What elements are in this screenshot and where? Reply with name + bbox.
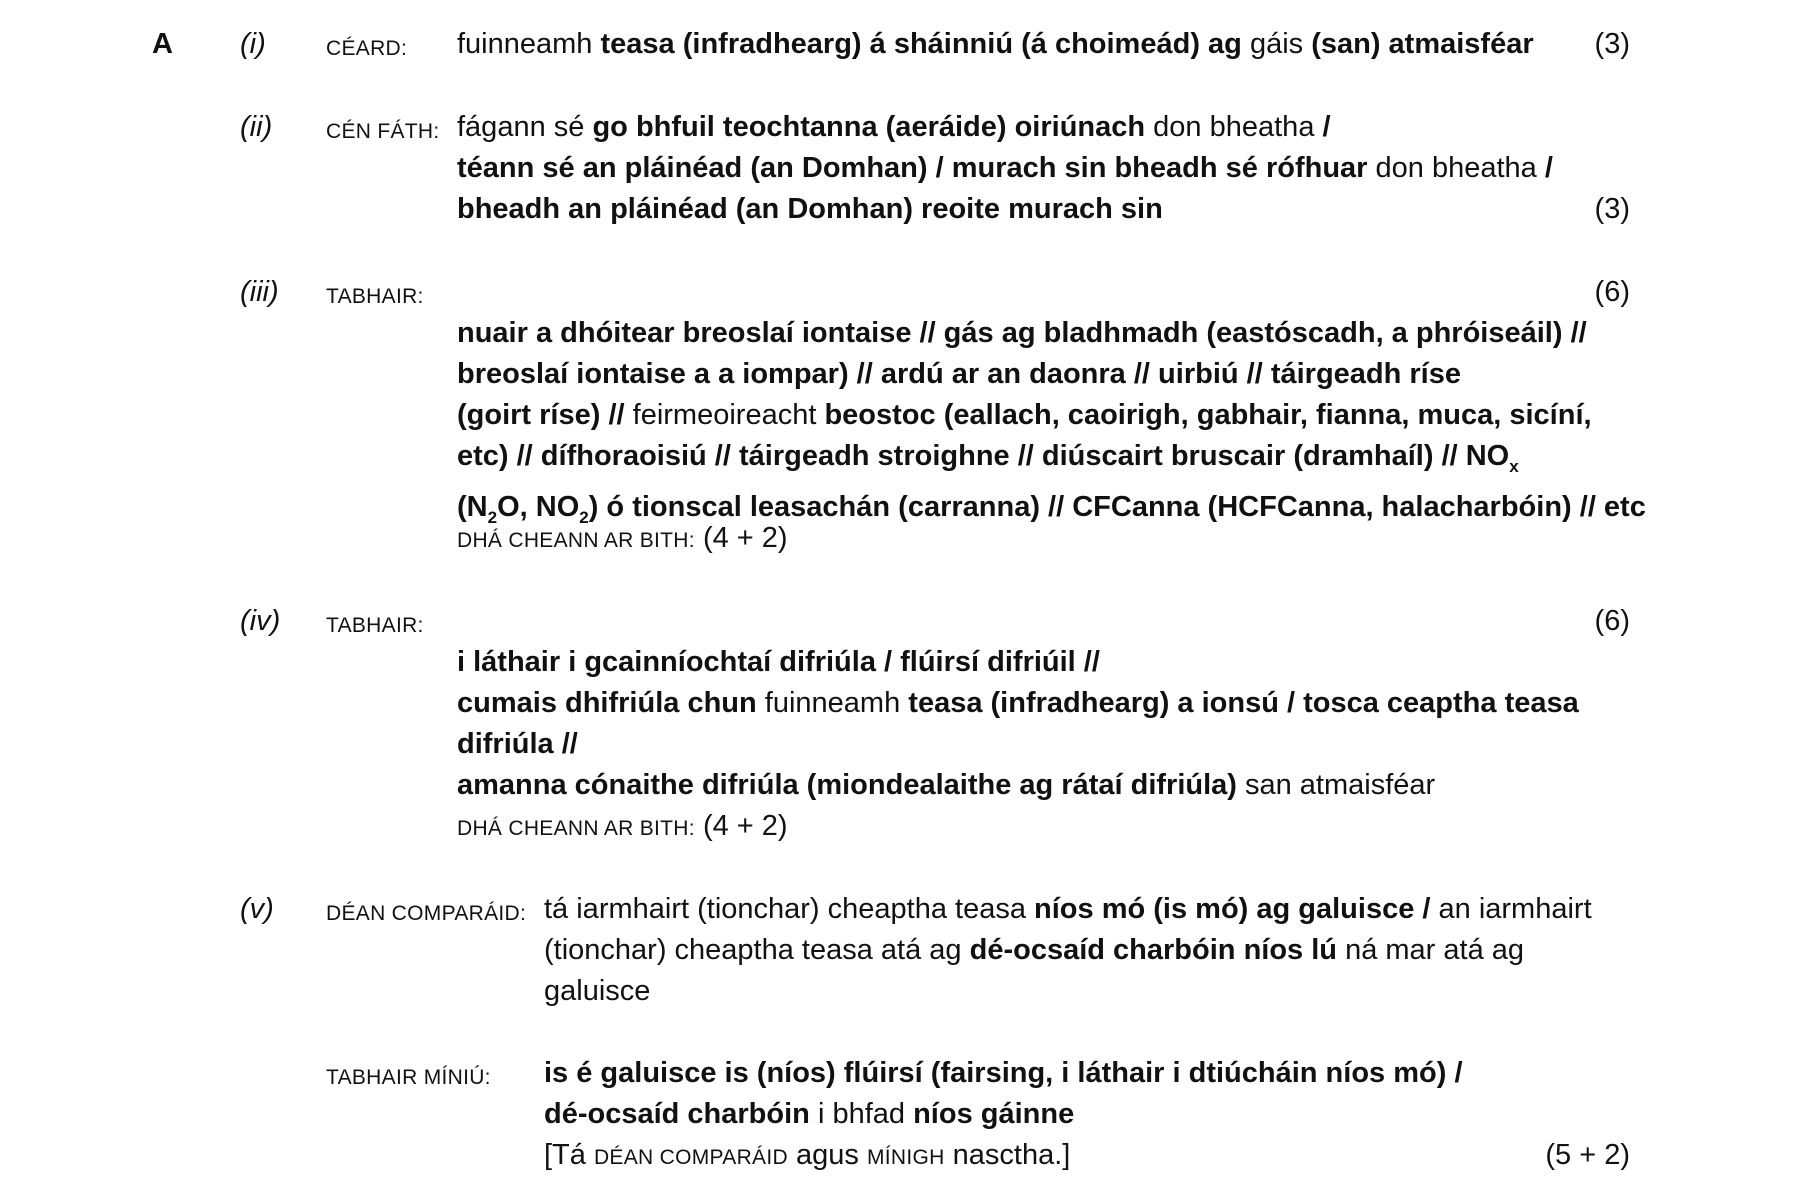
answer-line: is é galuisce is (níos) flúirsí (fairsing, i láthair i dtiúcháin níos mó) / [544,1057,1463,1089]
marks-i: (3) [1594,28,1630,60]
question-number-i: (i) [240,28,266,60]
answer-line: amanna cónaithe difriúla (miondealaithe ag rátaí difriúla) san atmaisféar [457,769,1436,801]
answer-line: cumais dhifriúla chun fuinneamh teasa (infradhearg) a ionsú / tosca ceaptha teasa [457,687,1579,719]
marks-iii: (6) [1594,276,1630,308]
answer-line: ($N_2O$, $NO_2$) ó tionscal leasachán (carranna) // CFCanna (HCFCanna, halacharbóin) // etc [457,490,1646,527]
answer-v-compare [544,889,1592,1012]
answer-line: dé-ocsaíd charbóin i bhfad níos gáinne [544,1098,1075,1130]
question-label-i: CÉARD: [326,37,408,60]
answer-line: breoslaí iontaise a a iompar) // ardú ar an daonra // uirbiú // táirgeadh ríse [457,358,1461,390]
answer-i [457,24,1534,65]
answer-line: (tionchar) cheaptha teasa atá ag dé-ocsaíd charbóin níos lú ná mar atá ag [544,934,1525,966]
answer-line: fágann sé go bhfuil teochtanna (aeráide) oiriúnach don bheatha / [457,111,1331,143]
question-label-iii: TABHAIR: [326,285,424,308]
answer-line: etc) // dífhoraoisiú // táirgeadh stroighne // diúscairt bruscair (dramhaíl) // $NO_x$ [457,440,1519,476]
answer-line: fuinneamh teasa (infradhearg) á sháinniú (á choimeád) ag gáis (san) atmaisféar [457,28,1534,60]
answer-line: galuisce [544,975,651,1007]
answer-line: bheadh an pláinéad (an Domhan) reoite murach sin [457,193,1163,225]
question-number-ii: (ii) [240,111,273,143]
answer-line: i láthair i gcainníochtaí difriúla / flúirsí difriúil // [457,646,1100,678]
answer-line: tá iarmhairt (tionchar) cheaptha teasa níos mó (is mó) ag galuisce / an iarmhairt [544,893,1592,925]
answer-line: difriúla // [457,728,578,760]
question-label-ii: CÉN FÁTH: [326,120,440,143]
marks-iv: (6) [1594,605,1630,637]
question-label-iv: TABHAIR: [326,614,424,637]
marks-v: (5 + 2) [1545,1139,1630,1171]
answer-iv [457,642,1579,806]
answer-ii [457,107,1553,230]
answer-line: (goirt ríse) // feirmeoireacht beostoc (eallach, caoirigh, gabhair, fianna, muca, sicíní, [457,399,1592,431]
answer-line: téann sé an pláinéad (an Domhan) / murach sin bheadh sé rófhuar don bheatha / [457,152,1553,184]
answer-iii [457,313,1646,538]
answer-line: nuair a dhóitear breoslaí iontaise // gás ag bladhmadh (eastóscadh, a phróiseáil) // [457,317,1587,349]
question-label-v-explain: TABHAIR MÍNIÚ: [326,1066,491,1089]
question-number-iv: (iv) [240,605,281,637]
any-two-iv: DHÁ CHEANN AR BITH: (4 + 2) [457,810,788,842]
marks-ii: (3) [1594,193,1630,225]
question-number-v: (v) [240,893,274,925]
section-letter: A [152,28,173,60]
answer-line: [Tá DÉAN COMPARÁID agus MÍNIGH nasctha.] [544,1139,1071,1171]
answer-v-explain [544,1053,1463,1178]
any-two-iii: DHÁ CHEANN AR BITH: (4 + 2) [457,522,788,554]
question-number-iii: (iii) [240,276,279,308]
question-label-v: DÉAN COMPARÁID: [326,902,527,925]
